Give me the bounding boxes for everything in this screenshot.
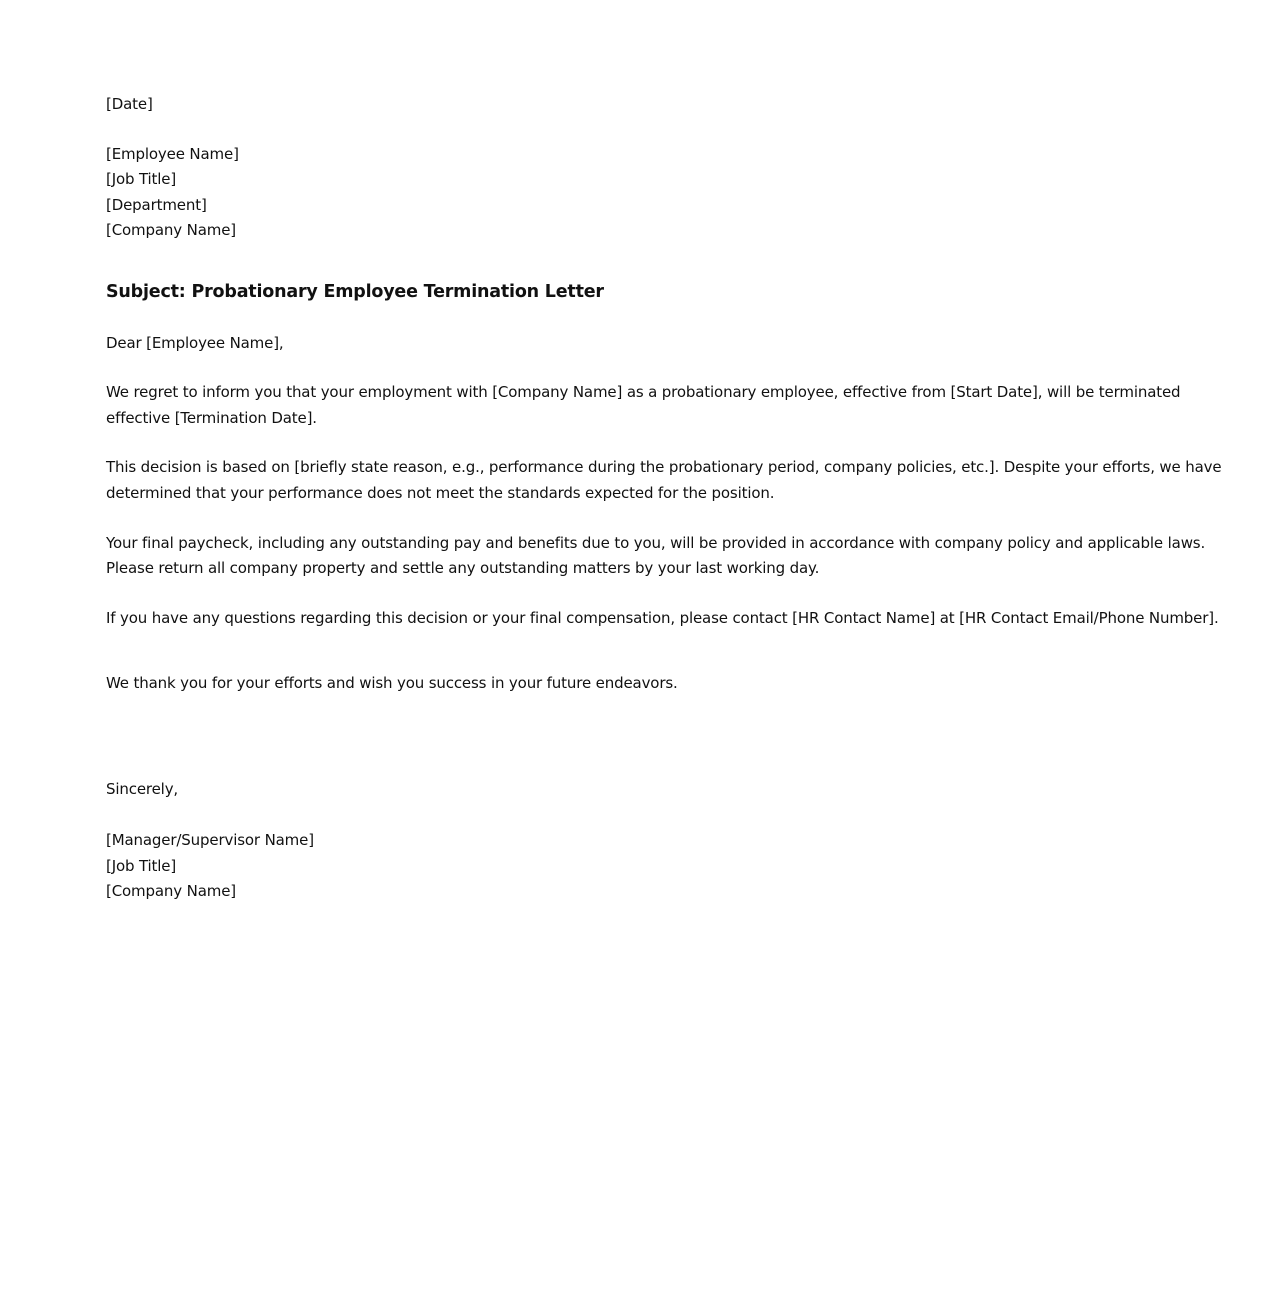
- paragraph-line: This decision is based on [briefly state reason, e.g., performance during the probationary period, company policies, etc.]. Despite your efforts, we have: [106, 458, 1222, 476]
- salutation: Dear [Employee Name],: [106, 334, 284, 352]
- letter-subject: Subject: Probationary Employee Termination Letter: [106, 282, 604, 302]
- paragraph-line: determined that your performance does not meet the standards expected for the position.: [106, 484, 775, 502]
- sender-name: [Manager/Supervisor Name]: [106, 831, 314, 849]
- recipient-company: [Company Name]: [106, 221, 236, 239]
- sender-job-title: [Job Title]: [106, 857, 177, 875]
- recipient-job-title: [Job Title]: [106, 170, 177, 188]
- sender-company: [Company Name]: [106, 882, 236, 900]
- paragraph-line: Please return all company property and settle any outstanding matters by your last working day.: [106, 559, 820, 577]
- paragraph-line: We regret to inform you that your employment with [Company Name] as a probationary employee, effective from [Start Date], will be terminated: [106, 383, 1181, 401]
- paragraph-line: effective [Termination Date].: [106, 409, 317, 427]
- recipient-department: [Department]: [106, 196, 207, 214]
- paragraph-line: If you have any questions regarding this decision or your final compensation, please contact [HR Contact Name] at [HR Contact Email/Phone Number].: [106, 609, 1219, 627]
- sign-off: Sincerely,: [106, 780, 179, 798]
- recipient-name: [Employee Name]: [106, 145, 239, 163]
- closing-line: We thank you for your efforts and wish you success in your future endeavors.: [106, 674, 678, 692]
- paragraph-line: Your final paycheck, including any outstanding pay and benefits due to you, will be provided in accordance with company policy and applicable laws.: [106, 534, 1206, 552]
- letter-date: [Date]: [106, 95, 153, 113]
